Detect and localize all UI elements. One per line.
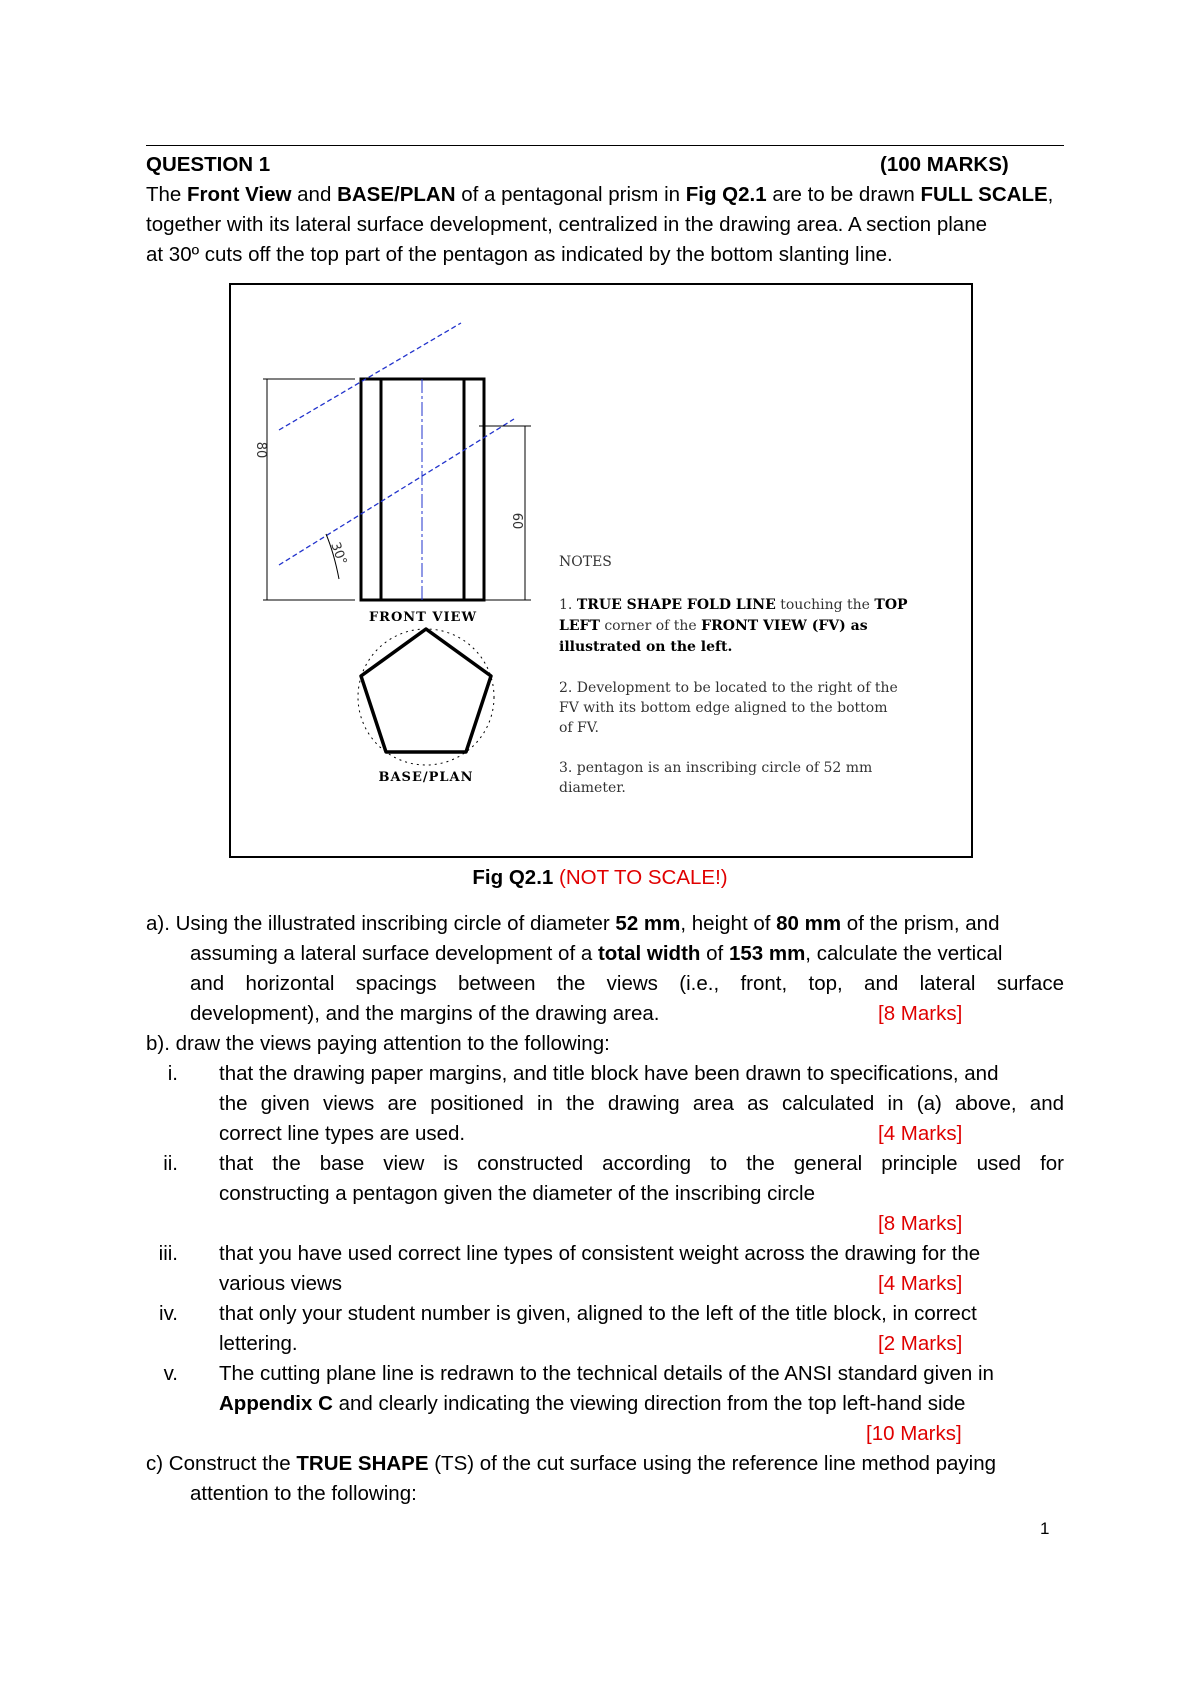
note-2-line-1: 2. Development to be located to the right of the [559, 680, 898, 696]
part-b-intro: b). draw the views paying attention to the following: [146, 1032, 610, 1055]
note-2-line-2: FV with its bottom edge aligned to the bottom [559, 700, 888, 716]
intro-text: are to be drawn [766, 183, 921, 206]
part-a-line-2 [190, 939, 1002, 969]
intro-text: and [291, 183, 338, 206]
item-i-line-1: that the drawing paper margins, and title block have been drawn to specifications, and [219, 1062, 999, 1085]
note-text: corner of the [599, 618, 702, 634]
item-iii-number: iii. [158, 1242, 178, 1265]
part-a-marks: [8 Marks] [878, 1002, 963, 1025]
note-text: touching the [775, 597, 875, 613]
part-a-line-4: development), and the margins of the drawing area. [190, 1002, 660, 1025]
dim-cut-label: 60 [509, 512, 524, 530]
item-i-line-3: correct line types are used. [219, 1122, 466, 1145]
note-1-line-3: illustrated on the left. [559, 639, 733, 655]
part-a-text: of [700, 942, 729, 965]
item-v-text: and clearly indicating the viewing direction from the top left-hand side [332, 1392, 966, 1415]
question-title: QUESTION 1 [146, 153, 271, 176]
note-text-bold: TRUE SHAPE FOLD LINE [576, 597, 776, 613]
intro-fig-ref: Fig Q2.1 [685, 183, 767, 206]
intro-text: of a pentagonal prism in [455, 183, 686, 206]
figure-drawing [231, 285, 971, 856]
note-3-line-2: diameter. [559, 780, 626, 796]
intro-text: , [1047, 183, 1054, 206]
item-i-line-2: the given views are positioned in the drawing area as calculated in (a) above, and [219, 1092, 1064, 1115]
item-v-line-1: The cutting plane line is redrawn to the technical details of the ANSI standard given in [219, 1362, 994, 1385]
part-a-bold: total width [597, 942, 701, 965]
inscribing-circle [358, 629, 494, 765]
part-a-text: a). Using the illustrated inscribing circle of diameter [146, 912, 616, 935]
intro-line-1 [146, 180, 1053, 210]
figure-caption [0, 863, 1200, 893]
item-i-number: i. [167, 1062, 178, 1085]
top-slant-line [279, 323, 461, 430]
part-c-line-2: attention to the following: [190, 1482, 417, 1505]
note-text-bold: TOP [874, 597, 908, 613]
intro-front-view: Front View [187, 183, 292, 206]
part-c-text: (TS) of the cut surface using the reference line method paying [428, 1452, 997, 1475]
dim-height-label: 80 [253, 441, 268, 459]
pentagon-outline [361, 629, 491, 752]
part-c-line-1 [146, 1449, 996, 1479]
notes-title: NOTES [559, 554, 612, 570]
part-a-text: , height of [680, 912, 777, 935]
intro-text: The [146, 183, 188, 206]
note-text-bold: LEFT [559, 618, 600, 634]
item-ii-number: ii. [163, 1152, 178, 1175]
part-a-text: , calculate the vertical [805, 942, 1003, 965]
note-1-line-1 [559, 597, 908, 613]
note-text: 1. [559, 597, 577, 613]
item-v-marks: [10 Marks] [866, 1422, 962, 1445]
item-iv-number: iv. [159, 1302, 178, 1325]
part-a-bold: 52 mm [615, 912, 681, 935]
intro-full-scale: FULL SCALE [920, 183, 1048, 206]
item-v-line-2 [219, 1389, 965, 1419]
item-iii-marks: [4 Marks] [878, 1272, 963, 1295]
part-a-bold: 80 mm [776, 912, 842, 935]
item-iv-line-1: that only your student number is given, aligned to the left of the title block, in correct [219, 1302, 977, 1325]
item-iv-line-2: lettering. [219, 1332, 298, 1355]
header-rule [146, 145, 1064, 146]
item-iv-marks: [2 Marks] [878, 1332, 963, 1355]
question-marks: (100 MARKS) [880, 153, 1009, 176]
front-view-label: FRONT VIEW [368, 610, 478, 625]
item-iii-line-2: various views [219, 1272, 343, 1295]
part-c-text: c) Construct the [146, 1452, 297, 1475]
appendix-ref: Appendix C [219, 1392, 333, 1415]
part-a-line-3: and horizontal spacings between the views (i.e., front, top, and lateral surface [190, 972, 1064, 995]
caption-note: (NOT TO SCALE!) [553, 866, 728, 889]
item-v-number: v. [163, 1362, 178, 1385]
intro-line-3: at 30º cuts off the top part of the pentagon as indicated by the bottom slanting line. [146, 243, 893, 266]
part-a-line-1 [146, 909, 999, 939]
dim-angle-label: 30° [327, 540, 350, 568]
cutting-plane-line [279, 419, 514, 568]
note-3-line-1: 3. pentagon is an inscribing circle of 52 mm [559, 760, 873, 776]
part-a-text: assuming a lateral surface development of a [190, 942, 598, 965]
intro-base-plan: BASE/PLAN [337, 183, 456, 206]
item-ii-marks: [8 Marks] [878, 1212, 963, 1235]
part-c-bold: TRUE SHAPE [296, 1452, 429, 1475]
part-a-bold: 153 mm [728, 942, 806, 965]
item-iii-line-1: that you have used correct line types of consistent weight across the drawing for the [219, 1242, 981, 1265]
part-a-text: of the prism, and [841, 912, 1000, 935]
note-1-line-2 [559, 618, 868, 634]
item-ii-line-1: that the base view is constructed according to the general principle used for [219, 1152, 1064, 1175]
note-2-line-3: of FV. [559, 720, 599, 736]
caption-label: Fig Q2.1 [472, 866, 554, 889]
item-i-marks: [4 Marks] [878, 1122, 963, 1145]
note-text-bold: FRONT VIEW (FV) as [701, 618, 868, 634]
base-plan-label: BASE/PLAN [378, 770, 474, 785]
page-number: 1 [1040, 1519, 1050, 1538]
item-ii-line-2: constructing a pentagon given the diameter of the inscribing circle [219, 1182, 815, 1205]
intro-line-2: together with its lateral surface development, centralized in the drawing area. A section plane [146, 213, 987, 236]
figure-frame [229, 283, 973, 858]
